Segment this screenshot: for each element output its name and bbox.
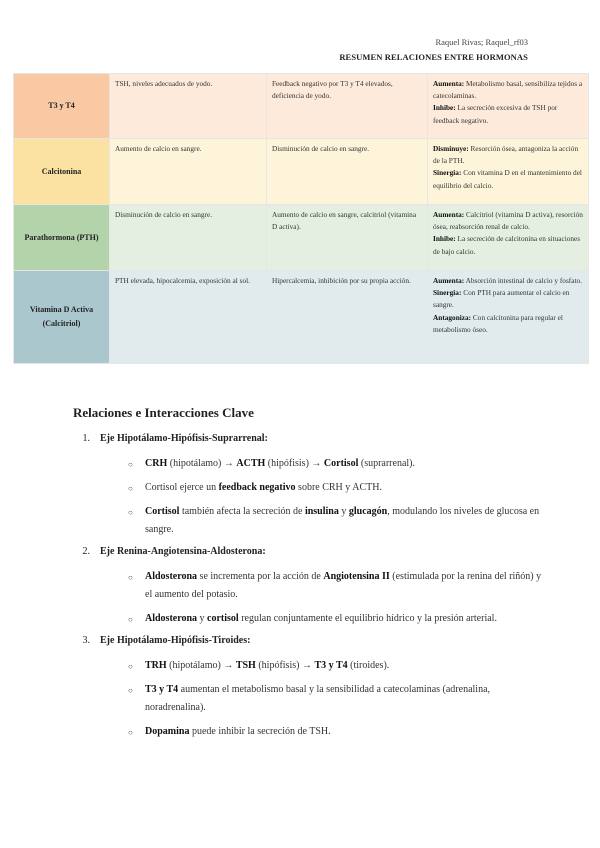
text-run: (suprarrenal).: [358, 458, 415, 469]
relations-section: [73, 405, 543, 747]
axis-title-text: Eje Hipotálamo-Hipófisis-Suprarrenal:: [100, 433, 268, 444]
effects-cell: [428, 271, 589, 364]
effect-label: Disminuye:: [433, 144, 469, 153]
text-run: aumentan el metabolismo basal y la sensibilidad a catecolaminas (adrenalina, noradrenalina).: [145, 684, 491, 713]
axis-title: [73, 545, 543, 559]
hormone-name: T3 y T4: [14, 74, 110, 139]
effect-label: Inhibe:: [433, 103, 456, 113]
list-number: 1.: [82, 433, 90, 444]
effect-text: La secreción de calcitonina en situaciones de bajo calcio.: [433, 234, 581, 256]
list-number: 3.: [82, 635, 90, 646]
bold-term: Aldosterona: [145, 613, 198, 624]
effects-cell: [428, 74, 589, 139]
hormone-name: Calcitonina: [14, 139, 110, 205]
effect-text: Con PTH para aumentar el calcio en sangre.: [433, 288, 570, 310]
bold-term: insulina: [304, 506, 339, 517]
table-row: [14, 139, 589, 205]
regulation-cell: Aumento de calcio en sangre.: [110, 139, 267, 205]
text-run: y: [197, 613, 208, 624]
effects-cell: [428, 205, 589, 271]
effect-text: La secreción excesiva de TSH por feedback negativo.: [433, 103, 558, 125]
bold-term: CRH: [145, 458, 168, 469]
effect-text: Metabolismo basal, sensibiliza tejidos a catecolaminas.: [433, 79, 583, 101]
bold-term: Cortisol: [145, 506, 180, 517]
hormone-table: [13, 73, 589, 364]
text-run: (tiroides).: [347, 660, 390, 671]
section-title: Relaciones e Interacciones Clave: [73, 405, 254, 420]
axis-title: [73, 634, 543, 648]
bullet-list: [73, 657, 543, 741]
effect-text: Absorción intestinal de calcio y fosfato.: [464, 276, 582, 285]
text-run: Cortisol ejerce un: [145, 482, 219, 493]
table-row: [14, 205, 589, 271]
text-run: (hipófisis) →: [255, 660, 315, 671]
bullet-list: [73, 568, 543, 628]
effect-text: Calcitriol (vitamina D activa), resorción ósea, reabsorción renal de calcio.: [433, 210, 583, 232]
bold-term: feedback negativo: [218, 482, 296, 493]
table-row: [14, 271, 589, 364]
bold-term: Cortisol: [323, 458, 359, 469]
text-run: (estimulada por la renina del riñón) y el aumento del potasio.: [145, 571, 542, 600]
bold-term: T3 y T4: [145, 684, 179, 695]
bold-term: Angiotensina II: [323, 571, 390, 582]
effect-text: Resorción ósea, antagoniza la acción de la PTH.: [433, 144, 579, 166]
bullet-list: [73, 455, 543, 539]
text-run: (hipotálamo) →: [166, 660, 236, 671]
bullet-circle-icon: ○: [128, 460, 133, 469]
bullet-circle-icon: ○: [128, 728, 133, 737]
bullet-circle-icon: ○: [128, 686, 133, 695]
text-run: , modulando los niveles de glucosa en sangre.: [145, 506, 540, 535]
bullet-circle-icon: ○: [128, 508, 133, 517]
effect-label: Aumenta:: [433, 276, 465, 285]
list-item: [73, 723, 543, 741]
inhibition-cell: Aumento de calcio en sangre, calcitriol (vitamina D activa).: [267, 205, 428, 271]
bold-term: Aldosterona: [145, 571, 198, 582]
list-item: [73, 610, 543, 628]
regulation-cell: Disminución de calcio en sangre.: [110, 205, 267, 271]
bullet-circle-icon: ○: [128, 573, 133, 582]
regulation-cell: TSH, niveles adecuados de yodo.: [110, 74, 267, 139]
list-item: [73, 657, 543, 675]
list-item: [73, 503, 543, 539]
inhibition-cell: Hipercalcemia, inhibición por su propia acción.: [267, 271, 428, 364]
list-item: [73, 681, 543, 717]
hormone-name: Parathormona (PTH): [14, 205, 110, 271]
bold-term: Dopamina: [145, 726, 190, 737]
text-run: sobre CRH y ACTH.: [295, 482, 382, 493]
text-run: regulan conjuntamente el equilibrio hídrico y la presión arterial.: [238, 613, 497, 624]
axis-item: [73, 545, 543, 628]
bullet-circle-icon: ○: [128, 484, 133, 493]
list-item: [73, 479, 543, 497]
effect-label: Inhibe:: [433, 234, 456, 244]
effect-text: Con calcitonina para regular el metabolismo óseo.: [433, 312, 563, 334]
bold-term: T3 y T4: [314, 660, 348, 671]
text-run: y: [338, 506, 349, 517]
text-run: (hipófisis) →: [265, 458, 324, 469]
axis-title-text: Eje Hipotálamo-Hipófisis-Tiroides:: [100, 635, 251, 646]
regulation-cell: PTH elevada, hipocalcemia, exposición al sol.: [110, 271, 267, 364]
axis-item: [73, 432, 543, 539]
header-title: RESUMEN RELACIONES ENTRE HORMONAS: [339, 52, 528, 62]
bullet-circle-icon: ○: [128, 615, 133, 624]
axis-title: [73, 432, 543, 446]
inhibition-cell: Feedback negativo por T3 y T4 elevados, deficiencia de yodo.: [267, 74, 428, 139]
text-run: también afecta la secreción de: [179, 506, 305, 517]
table-row: [14, 74, 589, 139]
header-author: Raquel Rivas; Raquel_rf03: [435, 37, 528, 47]
bold-term: cortisol: [207, 613, 239, 624]
bold-term: TRH: [145, 660, 167, 671]
bold-term: glucagón: [348, 506, 388, 517]
bold-term: TSH: [235, 660, 256, 671]
effect-label: Aumenta:: [433, 79, 465, 88]
bold-term: ACTH: [236, 458, 266, 469]
inhibition-cell: Disminución de calcio en sangre.: [267, 139, 428, 205]
effect-label: Sinergia:: [433, 288, 462, 298]
bullet-circle-icon: ○: [128, 662, 133, 671]
effect-label: Sinergia:: [433, 168, 462, 178]
effect-label: Antagoniza:: [433, 312, 472, 322]
relations-list: [73, 432, 543, 741]
list-item: [73, 455, 543, 473]
effects-cell: [428, 139, 589, 205]
effect-text: Con vitamina D en el mantenimiento del equilibrio del calcio.: [433, 168, 582, 190]
axis-title-text: Eje Renina-Angiotensina-Aldosterona:: [100, 546, 266, 557]
text-run: se incrementa por la acción de: [197, 571, 324, 582]
axis-item: [73, 634, 543, 741]
effect-label: Aumenta:: [433, 210, 465, 219]
text-run: puede inhibir la secreción de TSH.: [189, 726, 331, 737]
list-item: [73, 568, 543, 604]
text-run: (hipotálamo) →: [167, 458, 237, 469]
hormone-name: Vitamina D Activa (Calcitriol): [14, 271, 110, 364]
list-number: 2.: [82, 546, 90, 557]
